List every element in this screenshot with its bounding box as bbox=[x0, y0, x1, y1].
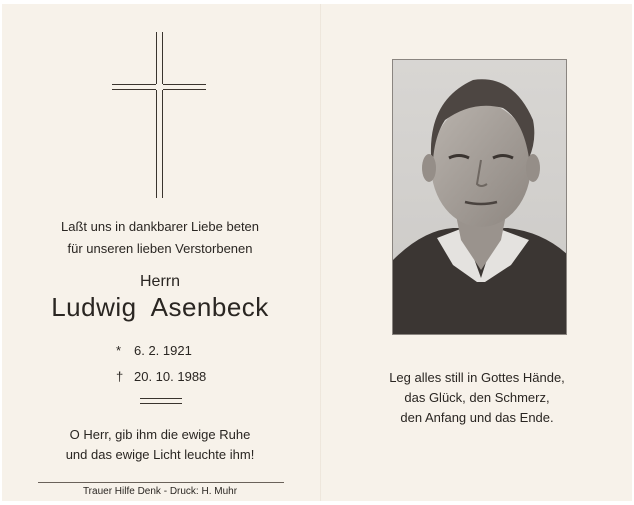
death-row bbox=[116, 364, 206, 390]
cross-icon bbox=[112, 32, 208, 200]
intro-text bbox=[0, 216, 320, 260]
verse-text bbox=[322, 368, 632, 428]
portrait-illustration bbox=[393, 60, 567, 335]
verse-line-3: den Anfang und das Ende. bbox=[400, 410, 554, 425]
birth-date: 6. 2. 1921 bbox=[134, 343, 192, 358]
prayer-line-1: O Herr, gib ihm die ewige Ruhe bbox=[69, 427, 251, 442]
portrait-photo bbox=[392, 59, 567, 335]
verse-line-1: Leg alles still in Gottes Hände, bbox=[389, 370, 565, 385]
birth-row bbox=[116, 338, 206, 364]
intro-line-1: Laßt uns in dankbarer Liebe beten bbox=[60, 219, 260, 234]
verse-line-2: das Glück, den Schmerz, bbox=[404, 390, 550, 405]
deceased-name: Ludwig Asenbeck bbox=[51, 292, 269, 322]
death-symbol: † bbox=[116, 369, 124, 384]
double-rule-divider bbox=[140, 398, 182, 404]
footer-rule bbox=[38, 482, 284, 483]
intro-line-2: für unseren lieben Verstorbenen bbox=[67, 241, 253, 256]
prayer-text bbox=[0, 425, 320, 465]
printer-credit: Trauer Hilfe Denk - Druck: H. Muhr bbox=[82, 486, 238, 497]
prayer-line-2: und das ewige Licht leuchte ihm! bbox=[65, 447, 255, 462]
salutation: Herrn bbox=[139, 273, 180, 290]
life-dates bbox=[116, 338, 206, 390]
death-date: 20. 10. 1988 bbox=[134, 369, 207, 384]
birth-symbol: * bbox=[116, 343, 122, 358]
